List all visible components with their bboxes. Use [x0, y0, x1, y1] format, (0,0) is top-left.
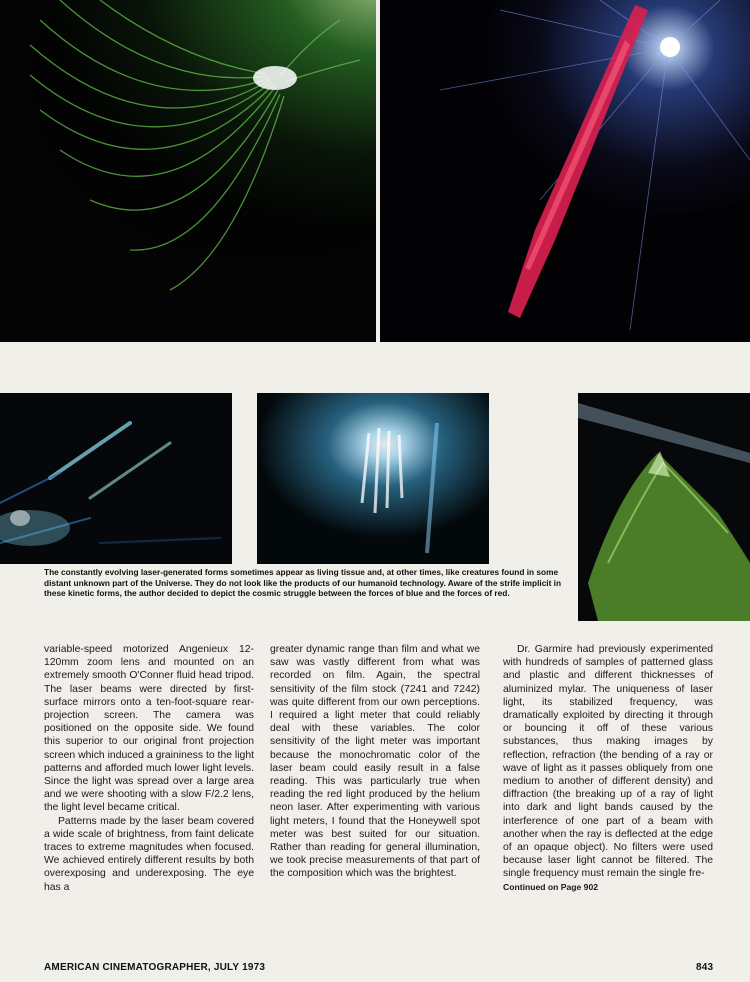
- paragraph: variable-speed motorized Angenieux 12-120mm zoom lens and mounted on an extremely smooth O'Conner fluid head tripod. The laser beams were directed by first-surface mirrors onto a ten-foot-square rear-projection screen. The camera was positioned on the opposite side. We found this superior to our original front projection screen which induced a graininess to the light patterns and afforded much lower light levels. Since the light was spread over a large area and we were shooting with a slow F/2.2 lens, the light level became critical.: [44, 644, 254, 814]
- footer-publication: AMERICAN CINEMATOGRAPHER, JULY 1973: [44, 962, 266, 973]
- footer-page-number: 843: [696, 962, 714, 973]
- photo-red-blue-starburst: [380, 0, 750, 342]
- photo-blue-light-streaks: [0, 393, 232, 564]
- paragraph: greater dynamic range than film and what we saw was vastly different from what was recorded on film. Again, the spectral sensitivity of the film stock (7241 and 7242) was quite different from our own perceptions. I required a light meter that could reliably deal with these variables. The color sensitivity of the light meter was important because the monochromatic color of the laser beam could easily result in a false reading. This was particularly true when reading the red light produced by the helium neon laser. After experimenting with various light meters, I found that the Honeywell spot meter was best suited for our situation. Rather than reading for general illumination, we took precise measurements of that part of the composition which was the brightest.: [270, 644, 480, 880]
- body-column-1: [44, 643, 254, 894]
- continued-note: Continued on Page 902: [503, 881, 599, 892]
- photo-caption: The constantly evolving laser-generated forms sometimes appear as living tissue and, at other times, like creatures found in some distant unknown part of the Universe. They do not look like the products of our humanoid technology. Aware of the strife implicit in these kinetic forms, the author decided to depict the cosmic struggle between the forces of blue and the forces of red.: [44, 567, 562, 598]
- photo-green-spiral: [0, 0, 376, 342]
- body-column-3: [503, 643, 713, 894]
- paragraph: Dr. Garmire had previously experimented with hundreds of samples of patterned glass and plastic and different thicknesses of aluminized mylar. The uniqueness of laser light, its stabilized frequency, was dramatically exploited by directing it through or bouncing it off of these various substances, thus making images by reflection, refraction (the bending of a ray or wave of light as it passes obliquely from one medium to another of different density) and diffraction (the breaking up of a ray of light into dark and light bands caused by the interference of one part of a beam with another when the ray is deflected at the edge of an opaque object). No filters were used because laser light cannot be filtered. The single frequency must remain the single fre-: [503, 644, 713, 880]
- paragraph: Patterns made by the laser beam covered a wide scale of brightness, from faint delicate traces to extreme magnitudes when focused. We achieved entirely different results by both overexposing and underexposing. The eye has a: [44, 815, 254, 893]
- body-column-2: [270, 643, 480, 881]
- photo-green-texture: [578, 393, 750, 621]
- photo-blue-white-flare: [257, 393, 489, 564]
